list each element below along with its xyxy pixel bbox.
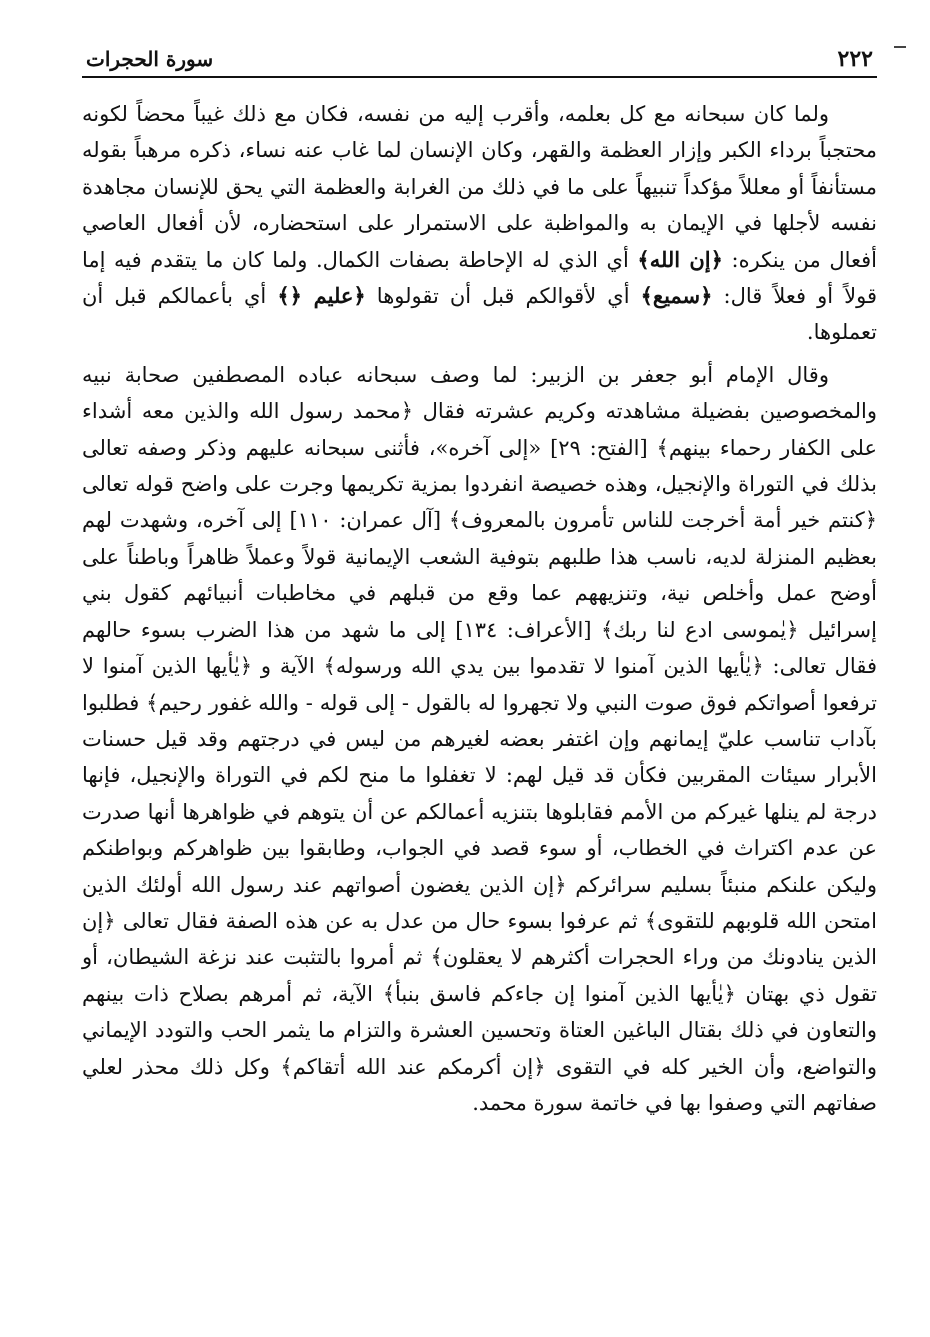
- text-segment: أي لأقوالكم قبل أن تقولوها: [365, 284, 641, 309]
- corner-mark: [894, 46, 906, 48]
- text-segment: وقال الإمام أبو جعفر بن الزبير: لما وصف سبحانه عباده المصطفين صحابة نبيه والمخصوصين بفضيلة مشاهدته وكريم عشرته فقال ﴿محمد رسول الله والذين معه أشداء على الكفار رحماء بينهم﴾ [الفتح: ٢٩] «إلى آخره»، فأثنى سبحانه عليهم وذكر وصفه تعالى بذلك في التوراة والإنجيل، وهذه خصيصة انفردوا بمزية تكريمها وجرت على واضح قوله تعالى ﴿كنتم خير أمة أخرجت للناس تأمرون بالمعروف﴾ [آل عمران: ١١٠] إلى آخره، وشهدت لهم بعظيم المنزلة لديه، ناسب هذا طلبهم بتوفية الشعب الإيمانية قولاً وعملاً ظاهراً وباطناً على أوضح عمل وأخلص نية، وتنزيههم عما وقع من قبلهم في مخاطبات أنبيائهم كقول بني إسرائيل ﴿يٰموسى ادع لنا ربك﴾ [الأعراف: ١٣٤] إلى ما شهد من هذا الضرب بسوء حالهم فقال تعالى: ﴿يٰأيها الذين آمنوا لا تقدموا بين يدي الله ورسوله﴾ الآية و ﴿يٰأيها الذين آمنوا لا ترفعوا أصواتكم فوق صوت النبي ولا تجهروا له بالقول - إلى قوله - والله غفور رحيم﴾ فطلبوا بآداب تناسب عليّ إيمانهم وإن اغتفر بعضه لغيرهم من ليس في درجتهم وقد قيل حسنات الأبرار سيئات المقربين فكأن قد قيل لهم: لا تغفلوا ما منح لكم في التوراة والإنجيل، فإنها درجة لم ينلها غيركم من الأمم فقابلوها بتنزيه أعمالكم عن أن يتوهم في ظواهرها أنها صدرت عن عدم اكتراث في الخطاب، أو سوء قصد في الجواب، وطابقوا بين ظواهركم وبواطنكم وليكن علنكم منبئاً بسليم سرائركم ﴿إن الذين يغضون أصواتهم عند رسول الله أولئك الذين امتحن الله قلوبهم للتقوى﴾ ثم عرفوا بسوء حال من عدل به عن هذه الصفة فقال تعالى ﴿إن الذين ينادونك من وراء الحجرات أكثرهم لا يعقلون﴾ ثم أمروا بالتثبت عند نزغة الشيطان، أو تقول ذي بهتان ﴿يٰأيها الذين آمنوا إن جاءكم فاسق بنبأ﴾ الآية، ثم أمرهم بصلاح ذات بينهم والتعاون في ذلك بقتال الباغين العتاة وتحسين العشرة والتزام ما يثمر الحب والتودد الإيماني والتواضع، وأن الخير كله في التقوى ﴿إن أكرمكم عند الله أتقاكم﴾ وكل ذلك محذر لعلي صفاتهم التي وصفوا بها في خاتمة سورة محمد.: [82, 362, 878, 1115]
- header-rule: [82, 76, 877, 78]
- quran-verse: ﴿إن الله﴾: [637, 246, 723, 272]
- text-segment: أي الذي له الإحاطة بصفات الكمال. ولما كان ما يتقدم فيه إما قولاً أو فعلاً قال:: [82, 247, 877, 309]
- page-header: [82, 42, 877, 78]
- surah-title: سورة الحجرات: [86, 47, 214, 71]
- page-number: ٢٢٢: [837, 46, 873, 72]
- paragraph: [82, 96, 877, 351]
- quran-verse: ﴿سميع﴾: [640, 283, 713, 309]
- text-segment: ولما كان سبحانه مع كل بعلمه، وأقرب إليه من نفسه، فكان مع ذلك غيباً محضاً لكونه محتجباً برداء الكبر وإزار العظمة والقهر، وكان الإنسان لما غاب عنه نساء، ذكره مرهباً بقوله مستأنفاً أو معللاً مؤكداً تنبيهاً على ما في ذلك من الغرابة والعظمة التي يحق للإنسان مجاهدة نفسه لأجلها في الإيمان به والمواظبة على الاستمرار على استحضاره، لأن أفعال العاصي أفعال من ينكره:: [82, 102, 877, 272]
- text-segment: أي بأعمالكم قبل أن تعملوها.: [82, 284, 877, 345]
- paragraph: [82, 357, 877, 1122]
- body-text: [82, 96, 877, 1121]
- quran-verse: ﴿عليم ﴿﴾: [277, 283, 366, 309]
